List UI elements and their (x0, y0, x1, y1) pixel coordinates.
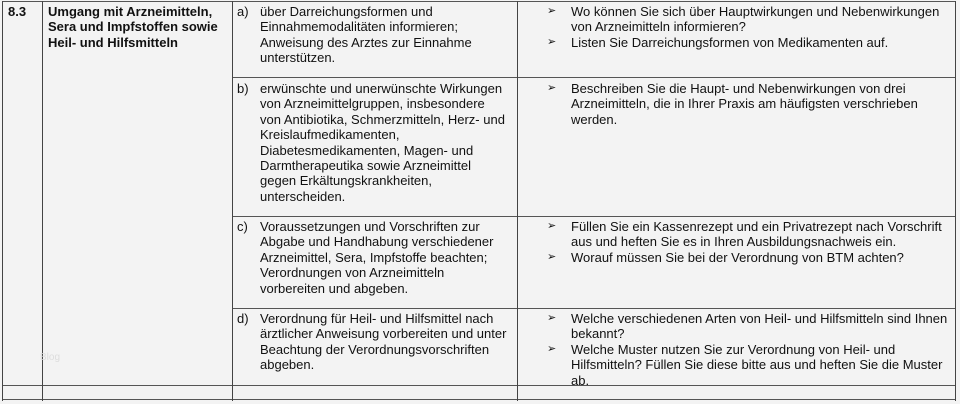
column-divider (42, 1, 43, 401)
title-line: Heil- und Hilfsmitteln (48, 34, 178, 50)
title-line: Umgang mit Arzneimitteln, (48, 4, 213, 19)
arrowhead-bullet-icon: ➢ (547, 220, 557, 232)
objective-line: Verordnungen von Arzneimitteln (260, 265, 445, 281)
objective-line: Beachtung der Verordnungsvorschriften (260, 341, 490, 357)
objective-label: b) (237, 81, 249, 96)
objective-line: Anweisung des Arztes zur Einnahme (260, 34, 472, 50)
title-line: Sera und Impfstoffen sowie (48, 19, 218, 35)
objective-line: abgeben. (260, 357, 315, 373)
row-divider (233, 77, 956, 78)
row-divider (233, 216, 956, 217)
objective-line: Diabetesmedikamenten, Magen- und (260, 142, 474, 158)
objective-line: unterstützen. (260, 50, 336, 66)
row-divider (233, 308, 956, 309)
column-divider (232, 1, 233, 401)
objective-line: Einnahmemodalitäten informieren; (260, 19, 458, 35)
section-number: 8.3 (8, 4, 27, 19)
objective-label: c) (237, 219, 248, 234)
question-item (547, 250, 952, 265)
objective-label: a) (237, 4, 249, 19)
question-list (547, 81, 952, 127)
section-title (48, 4, 230, 50)
objective-text (260, 219, 520, 296)
objective-line: erwünschte und unerwünschte Wirkungen (260, 81, 503, 96)
objective-label: d) (237, 311, 249, 326)
objective-line: Kreislaufmedikamenten, (260, 127, 400, 143)
arrowhead-bullet-icon: ➢ (547, 250, 557, 263)
question-text: Worauf müssen Sie bei der Verordnung von BTM achten? (571, 249, 904, 265)
question-item (547, 35, 952, 50)
objective-line: Arzneimittel, Sera, Impfstoffe beachten; (260, 249, 488, 265)
question-text: Welche verschiedenen Arten von Heil- und Hilfsmitteln sind Ihnen bekannt? (571, 311, 948, 342)
question-list (547, 311, 952, 388)
objective-line: Abgabe und Handhabung verschiedener (260, 234, 494, 250)
question-text: Listen Sie Darreichungsformen von Medikamenten auf. (571, 34, 889, 50)
objective-text (260, 4, 520, 66)
question-item (547, 219, 952, 250)
arrowhead-bullet-icon: ➢ (547, 82, 557, 94)
watermark: Blog (40, 352, 61, 363)
objective-line: Voraussetzungen und Vorschriften zur (260, 219, 480, 234)
objective-line: unterscheiden. (260, 188, 346, 204)
table-border-top (2, 1, 956, 2)
question-item (547, 342, 952, 388)
objective-line: von Arzneimittelgruppen, insbesondere (260, 96, 485, 112)
question-list (547, 219, 952, 265)
objective-line: über Darreichungsformen und (260, 4, 433, 19)
table-border-bottom (2, 399, 956, 400)
objective-line: ärztlicher Anweisung vorbereiten und unter (260, 326, 507, 342)
objective-text (260, 81, 520, 204)
question-text: Füllen Sie ein Kassenrezept und ein Privatrezept nach Vorschrift aus und heften Sie es in Ihren Ausbildungsnachweis ein. (571, 219, 942, 250)
question-text: Welche Muster nutzen Sie zur Verordnung von Heil- und Hilfsmitteln? Füllen Sie diese bitte aus und heften Sie die Muster ab. (571, 341, 943, 388)
question-text: Wo können Sie sich über Hauptwirkungen und Nebenwirkungen von Arzneimitteln informieren? (571, 4, 940, 35)
question-item (547, 81, 952, 127)
objective-line: Verordnung für Heil- und Hilfsmittel nach (260, 311, 494, 326)
arrowhead-bullet-icon: ➢ (547, 35, 557, 48)
question-list (547, 4, 952, 50)
objective-line: vorbereiten und abgeben. (260, 280, 409, 296)
arrowhead-bullet-icon: ➢ (547, 5, 557, 17)
objective-line: gegen Erkältungskrankheiten, (260, 173, 433, 189)
question-text: Beschreiben Sie die Haupt- und Nebenwirkungen von drei Arzneimitteln, die in Ihrer Praxis am häufigsten verschrieben werden. (571, 81, 918, 127)
question-item (547, 4, 952, 35)
objective-line: von Antibiotika, Schmerzmitteln, Herz- und (260, 111, 505, 127)
arrowhead-bullet-icon: ➢ (547, 312, 557, 324)
arrowhead-bullet-icon: ➢ (547, 342, 557, 355)
column-divider (2, 1, 3, 401)
objective-line: Darmtherapeutika sowie Arzneimittel (260, 158, 471, 174)
question-item (547, 311, 952, 342)
column-divider (955, 1, 956, 401)
objective-text (260, 311, 520, 373)
